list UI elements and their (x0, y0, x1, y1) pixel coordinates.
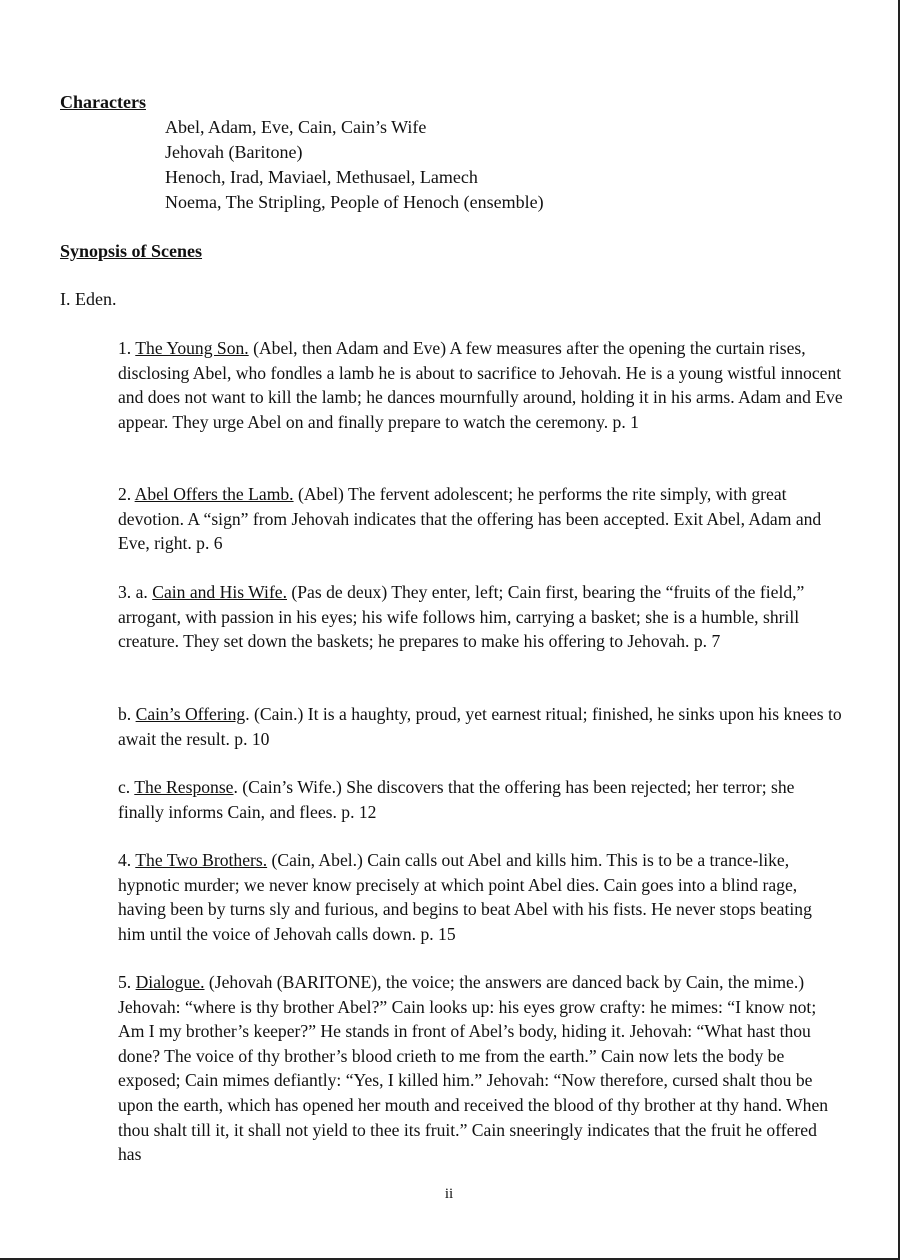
character-list (165, 115, 544, 215)
scene-paragraph: 1. The Young Son. (Abel, then Adam and Eve) A few measures after the opening the curtain rises, disclosing Abel, who fondles a lamb he is about to sacrifice to Jehovah. He is a young wistful innocent and does not want to kill the lamb; he dances mournfully around, holding it in his arms. Adam and Eve appear. They urge Abel on and finally prepare to watch the ceremony. p. 1 (118, 338, 843, 432)
scene-title: Dialogue. (135, 972, 205, 992)
page-number: ii (444, 1186, 454, 1202)
scene-paragraph: 2. Abel Offers the Lamb. (Abel) The fervent adolescent; he performs the rite simply, with great devotion. A “sign” from Jehovah indicates that the offering has been accepted. Exit Abel, Adam and Eve, right. p. 6 (118, 484, 822, 554)
character-line: Jehovah (Baritone) (165, 142, 303, 162)
section-title: I. Eden. (60, 289, 117, 309)
scene-paragraph: 4. The Two Brothers. (Cain, Abel.) Cain calls out Abel and kills him. This is to be a trance-like, hypnotic murder; we never know precisely at which point Abel dies. Cain goes into a blind rage, having been by turns sly and furious, and begins to beat Abel with his fists. He never stops beating him until the voice of Jehovah calls down. p. 15 (118, 850, 812, 944)
scene-paragraph: b. Cain’s Offering. (Cain.) It is a haughty, proud, yet earnest ritual; finished, he sinks upon his knees to await the result. p. 10 (118, 704, 842, 749)
scene-title: The Two Brothers. (135, 850, 268, 870)
scene-paragraph: 3. a. Cain and His Wife. (Pas de deux) They enter, left; Cain first, bearing the “fruits of the field,” arrogant, with passion in his eyes; his wife follows him, carrying a basket; she is a humble, shrill creature. They set down the baskets; he prepares to make his offering to Jehovah. p. 7 (118, 582, 805, 652)
synopsis-heading: Synopsis of Scenes (60, 241, 203, 261)
characters-heading: Characters (60, 92, 146, 112)
character-line: Henoch, Irad, Maviael, Methusael, Lamech (165, 167, 478, 187)
scene-title: Cain’s Offering (135, 704, 246, 724)
scene-title: The Young Son. (135, 338, 249, 358)
scene-paragraph: 5. Dialogue. (Jehovah (BARITONE), the voice; the answers are danced back by Cain, the mime.) Jehovah: “where is thy brother Abel?” Cain looks up: his eyes grow crafty: he mimes: “I know not; Am I my brother’s keeper?” He stands in front of Abel’s body, hiding it. Jehovah: “What hast thou done? The voice of thy brother’s blood crieth to me from the earth.” Cain now lets the body be exposed; Cain mimes defiantly: “Yes, I killed him.” Jehovah: “Now therefore, cursed shalt thou be upon the earth, which has opened her mouth and received the blood of thy brother at thy hand. When thou shalt till it, it shall not yield to thee its fruit.” Cain sneeringly indicates that the fruit he offered has (118, 972, 829, 1165)
scene-paragraph: c. The Response. (Cain’s Wife.) She discovers that the offering has been rejected; her terror; she finally informs Cain, and flees. p. 12 (118, 777, 795, 822)
character-line: Abel, Adam, Eve, Cain, Cain’s Wife (165, 117, 427, 137)
scene-title: The Response (134, 777, 234, 797)
character-line: Noema, The Stripling, People of Henoch (ensemble) (165, 192, 544, 212)
scene-title: Abel Offers the Lamb. (134, 484, 294, 504)
scene-title: Cain and His Wife. (152, 582, 288, 602)
